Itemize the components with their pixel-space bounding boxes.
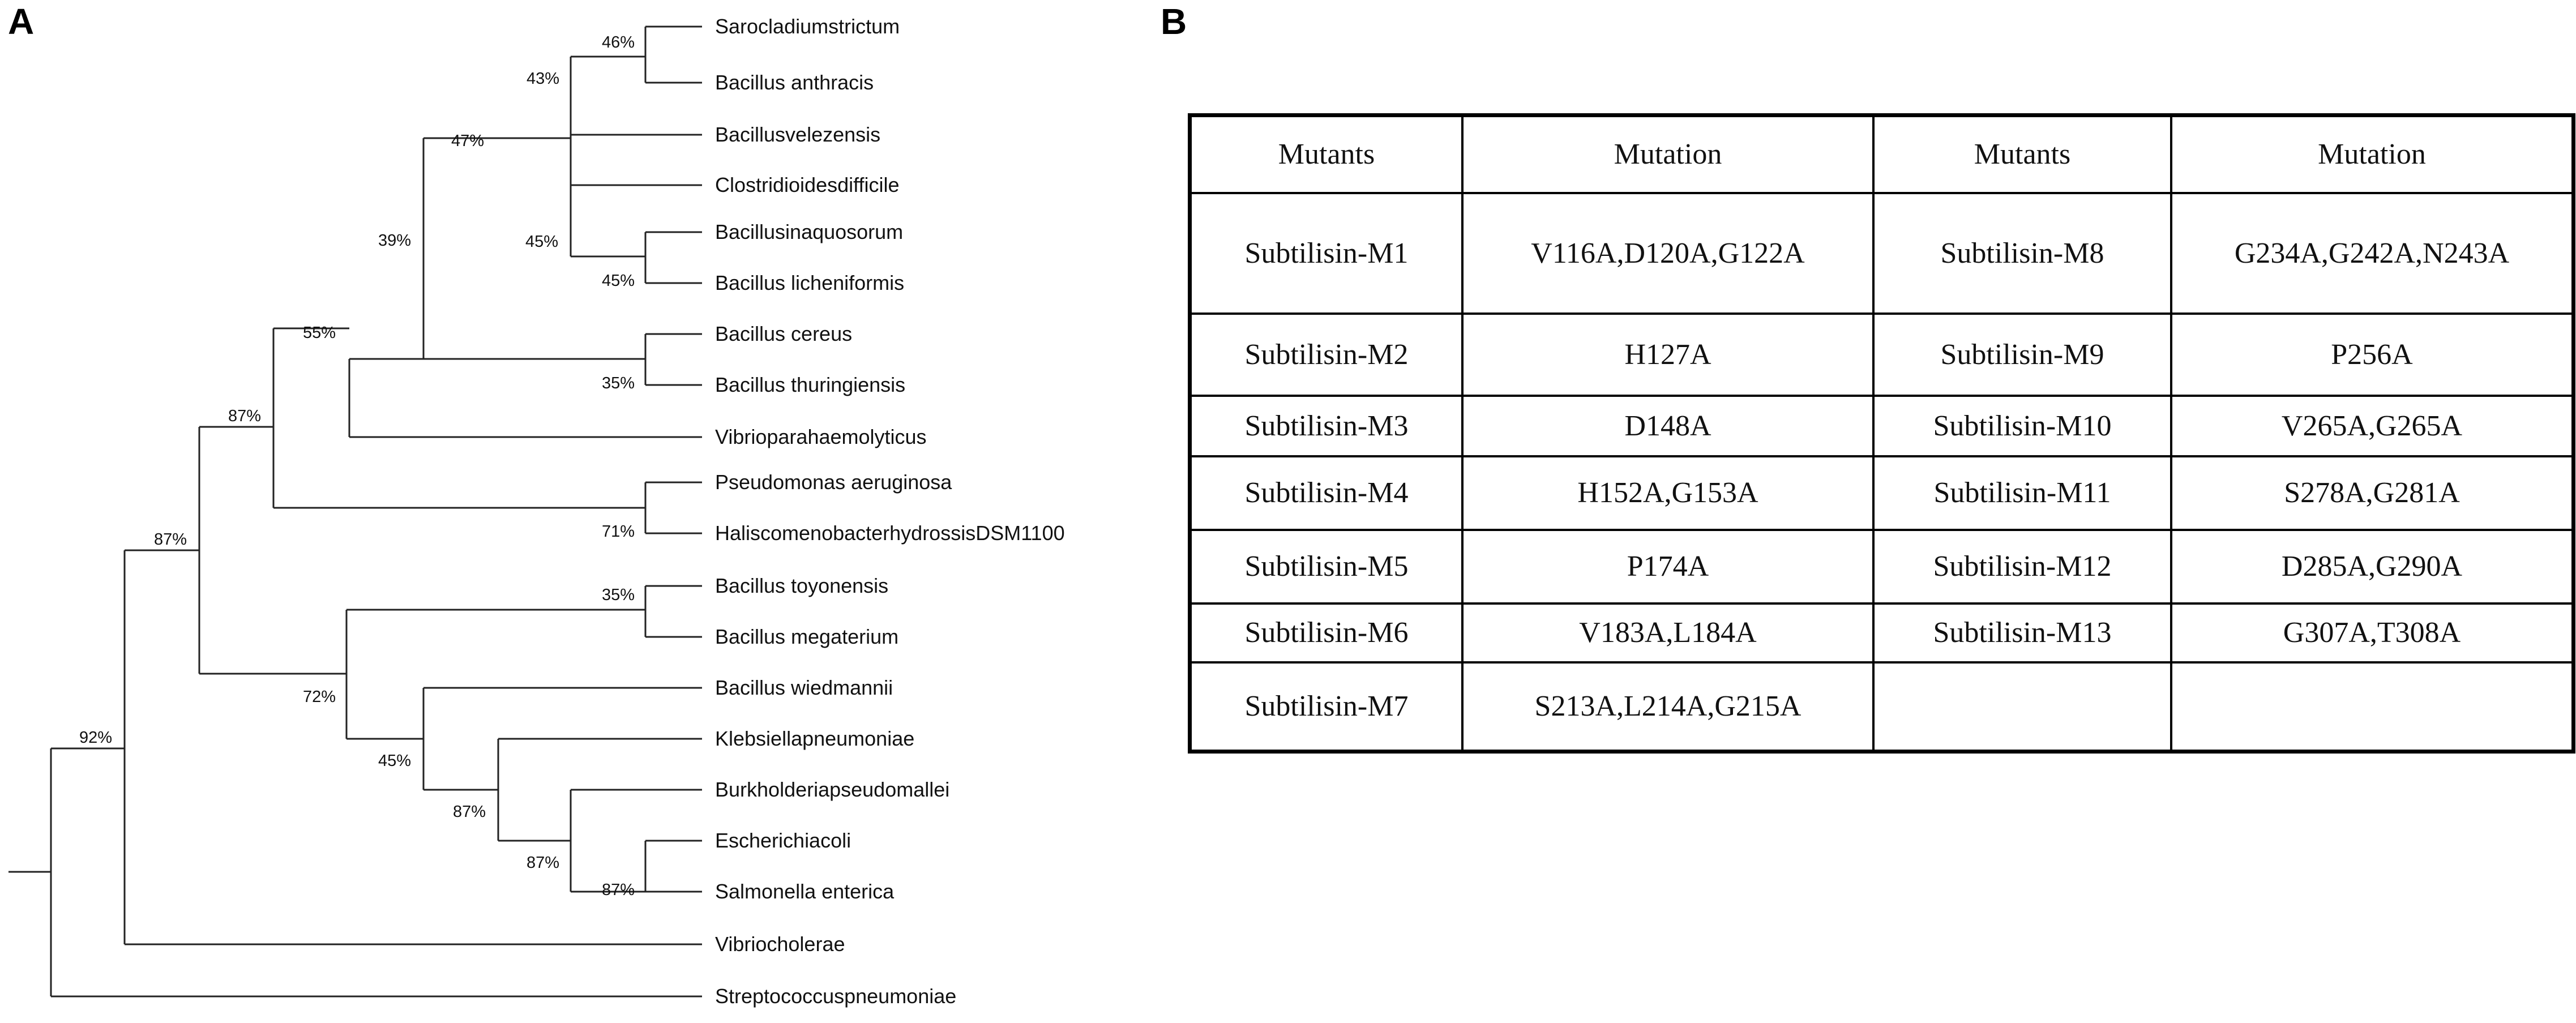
table-row (1190, 530, 2574, 603)
mutation-cell: S213A,L214A,G215A (1462, 662, 1873, 752)
taxon-label: Bacillus anthracis (715, 71, 874, 94)
mutation-cell: P174A (1462, 530, 1873, 603)
mutant-cell: Subtilisin-M5 (1190, 530, 1463, 603)
table-row (1190, 603, 2574, 662)
mutation-cell (2171, 662, 2574, 752)
node-71 (645, 482, 702, 533)
taxon-label: Burkholderiapseudomallei (715, 778, 950, 801)
taxon-label: Vibriocholerae (715, 932, 845, 956)
node-35-cereus (645, 334, 702, 385)
node-55 (349, 359, 702, 437)
header-mutants: Mutants (1190, 115, 1463, 193)
mutant-cell: Subtilisin-M1 (1190, 193, 1463, 314)
taxon-label: Bacillus licheniformis (715, 271, 905, 294)
mutant-cell: Subtilisin-M4 (1190, 456, 1463, 530)
bootstrap-value: 35% (602, 374, 635, 392)
bootstrap-value: 87% (453, 803, 486, 821)
bootstrap-value: 92% (79, 729, 113, 747)
table-row (1190, 662, 2574, 752)
taxon-label: Sarocladiumstrictum (715, 15, 900, 38)
bootstrap-value: 87% (527, 854, 560, 872)
taxon-label: Streptococcuspneumoniae (715, 985, 957, 1008)
table-row (1190, 314, 2574, 396)
panel-label-a: A (8, 1, 35, 42)
taxon-label: Bacillusinaquosorum (715, 220, 904, 243)
bootstrap-value: 47% (451, 132, 485, 150)
node-46 (645, 27, 702, 83)
mutation-cell: D285A,G290A (2171, 530, 2574, 603)
mutant-cell: Subtilisin-M11 (1873, 456, 2171, 530)
mutation-cell: V183A,L184A (1462, 603, 1873, 662)
taxon-label: Pseudomonas aeruginosa (715, 470, 952, 494)
taxon-label: Bacillus megaterium (715, 625, 899, 648)
bootstrap-value: 46% (602, 33, 635, 52)
header-mutation: Mutation (1462, 115, 1873, 193)
node-87-escherichia (645, 841, 702, 892)
phylogenetic-tree (0, 0, 1178, 1023)
bootstrap-value: 35% (602, 586, 635, 604)
mutant-cell: Subtilisin-M9 (1873, 314, 2171, 396)
mutant-cell: Subtilisin-M13 (1873, 603, 2171, 662)
taxon-label: Salmonella enterica (715, 880, 895, 903)
mutants-table (1188, 113, 2575, 754)
node-45-inaquosorum (645, 232, 702, 283)
mutation-cell: S278A,G281A (2171, 456, 2574, 530)
mutant-cell: Subtilisin-M6 (1190, 603, 1463, 662)
bootstrap-value: 87% (228, 407, 262, 425)
taxon-label: Bacillusvelezensis (715, 123, 881, 146)
mutation-cell: P256A (2171, 314, 2574, 396)
node-87-upper (273, 328, 645, 508)
tree-branches (8, 27, 702, 996)
node-43 (571, 57, 702, 135)
taxon-label: Klebsiellapneumoniae (715, 727, 915, 750)
taxon-label: HaliscomenobacterhydrossisDSM1100 (715, 521, 1065, 545)
mutant-cell: Subtilisin-M12 (1873, 530, 2171, 603)
bootstrap-value: 45% (378, 752, 412, 770)
node-45-clostridioides (571, 185, 702, 256)
mutation-cell: H152A,G153A (1462, 456, 1873, 530)
bootstrap-value: 45% (525, 233, 559, 251)
panel-label-b: B (1161, 1, 1187, 42)
mutation-cell: H127A (1462, 314, 1873, 396)
mutant-cell: Subtilisin-M2 (1190, 314, 1463, 396)
taxon-label: Bacillus wiedmannii (715, 676, 893, 699)
table-header-row (1190, 115, 2574, 193)
mutant-cell: Subtilisin-M10 (1873, 396, 2171, 456)
taxon-label: Bacillus cereus (715, 322, 853, 345)
bootstrap-value: 43% (527, 70, 560, 88)
bootstrap-value: 45% (602, 272, 635, 290)
mutation-cell: G307A,T308A (2171, 603, 2574, 662)
table-row (1190, 193, 2574, 314)
mutation-cell: V116A,D120A,G122A (1462, 193, 1873, 314)
node-35-toyonensis (645, 586, 702, 637)
mutation-cell: G234A,G242A,N243A (2171, 193, 2574, 314)
taxon-label: Escherichiacoli (715, 829, 851, 852)
taxon-label: Bacillus thuringiensis (715, 373, 906, 396)
bootstrap-value: 55% (303, 324, 336, 342)
bootstrap-value: 87% (154, 530, 187, 549)
taxon-labels (715, 15, 1065, 1008)
taxon-label: Clostridioidesdifficile (715, 173, 900, 196)
table-row (1190, 396, 2574, 456)
root-node (51, 748, 702, 996)
mutation-cell: D148A (1462, 396, 1873, 456)
table-row (1190, 456, 2574, 530)
bootstrap-labels (79, 33, 635, 899)
mutant-cell: Subtilisin-M7 (1190, 662, 1463, 752)
bootstrap-value: 71% (602, 523, 635, 541)
bootstrap-value: 72% (303, 688, 336, 706)
mutant-cell: Subtilisin-M3 (1190, 396, 1463, 456)
taxon-label: Vibrioparahaemolyticus (715, 425, 927, 448)
bootstrap-value: 39% (378, 232, 412, 250)
taxon-label: Bacillus toyonensis (715, 574, 889, 597)
header-mutants: Mutants (1873, 115, 2171, 193)
header-mutation: Mutation (2171, 115, 2574, 193)
mutant-cell (1873, 662, 2171, 752)
bootstrap-value: 87% (602, 881, 635, 899)
mutation-cell: V265A,G265A (2171, 396, 2574, 456)
node-72 (346, 610, 645, 739)
mutant-cell: Subtilisin-M8 (1873, 193, 2171, 314)
